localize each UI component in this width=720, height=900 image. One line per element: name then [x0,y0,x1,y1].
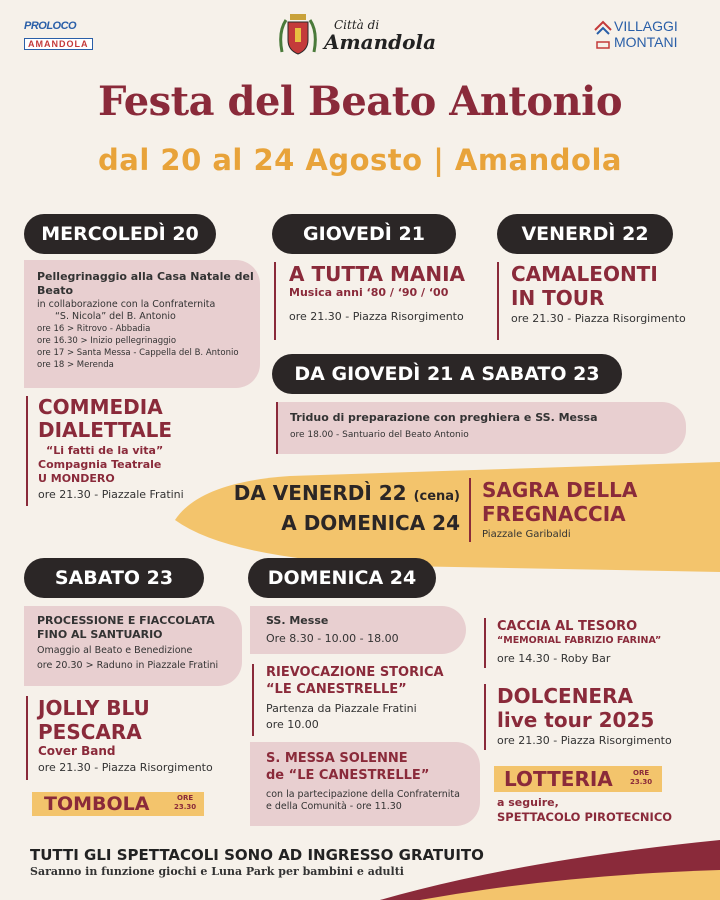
pilgrimage-collab-1: in collaborazione con la Confraternita [37,299,216,310]
pilgrimage-collab-2: “S. Nicola” del B. Antonio [55,311,176,322]
friday-title-2: IN TOUR [511,286,605,310]
treasure-block [497,618,712,666]
proloco-logo-top: PROLOCO [24,20,77,32]
pilgrimage-step-4: ore 18 > Merenda [37,360,114,370]
friday-event [511,262,711,326]
procession-title-2: FINO AL SANTUARIO [37,628,163,641]
dolcenera-title-2: live tour 2025 [497,708,655,732]
city-crest-icon [278,12,318,58]
procession-homage: Omaggio al Beato e Benedizione [37,645,193,656]
fireworks-title: SPETTACOLO PIROTECNICO [497,810,673,824]
day-pill-saturday: SABATO 23 [24,558,204,598]
rievocazione-title-1: RIEVOCAZIONE STORICA [266,665,444,680]
divider-line [26,696,28,780]
rievocazione-block [266,664,486,732]
tombola-time: 23.30 [174,803,197,811]
triduo-time: ore 18.00 - Santuario del Beato Antonio [290,430,469,440]
jolly-title-2: PESCARA [38,720,142,744]
rievocazione-departure: Partenza da Piazzale Fratini [266,702,417,715]
sagra-block [482,478,712,542]
procession-content [37,614,242,672]
page-title: Festa del Beato Antonio [97,78,623,125]
thursday-event [289,262,489,324]
masses-content [266,614,466,646]
montani-text: MONTANI [614,34,678,50]
comedy-sub-1: “Li fatti de la vita” [46,444,164,457]
sagra-dates [180,480,460,536]
solemn-content [266,750,480,813]
day-pill-thursday-saturday: DA GIOVEDÌ 21 A SABATO 23 [272,354,622,394]
lottery-time-label [630,769,652,787]
dolcenera-block [497,684,712,748]
dolcenera-title-1: DOLCENERA [497,684,633,708]
comedy-title-1: COMMEDIA [38,395,163,419]
divider-line [484,618,486,668]
proloco-logo-bottom: AMANDOLA [24,38,93,50]
tombola-ore: ORE [177,794,194,802]
tombola-time-label [174,794,196,812]
divider-line [497,262,499,340]
city-logo [278,12,437,60]
lottery-banner [494,766,662,792]
day-pill-friday: VENERDÌ 22 [497,214,673,254]
jolly-block [38,696,243,775]
lottery-title: LOTTERIA [504,767,613,791]
divider-line [274,262,276,340]
day-pill-thursday: GIOVEDÌ 21 [272,214,456,254]
solemn-desc-1: con la partecipazione della Confraternita [266,789,460,800]
comedy-title-2: DIALETTALE [38,418,173,442]
fireworks-block [497,796,712,825]
proloco-logo [24,20,104,48]
triduo-content [290,411,680,441]
thursday-sub: Musica anni ‘80 / ‘90 / ‘00 [289,286,449,299]
pilgrimage-step-2: ore 16.30 > Inizio pellegrinaggio [37,336,177,346]
treasure-title-1: CACCIA AL TESORO [497,619,638,634]
tombola-title: TOMBOLA [44,793,150,815]
tombola-banner [32,792,204,816]
thursday-time: ore 21.30 - Piazza Risorgimento [289,310,464,323]
city-name: Amandola [324,30,437,54]
sagra-range-2: A DOMENICA 24 [281,511,460,535]
house-icon [594,20,612,50]
friday-time: ore 21.30 - Piazza Risorgimento [511,312,686,325]
comedy-time: ore 21.30 - Piazzale Fratini [38,488,184,501]
rievocazione-time: ore 10.00 [266,718,319,731]
day-pill-sunday: DOMENICA 24 [248,558,436,598]
day-pill-wednesday: MERCOLEDÌ 20 [24,214,216,254]
solemn-title-1: S. MESSA SOLENNE [266,751,408,766]
divider-line [252,664,254,736]
masses-time: Ore 8.30 - 10.00 - 18.00 [266,632,399,645]
villaggi-montani-logo [594,18,704,52]
masses-title: SS. Messe [266,614,329,627]
page-subtitle: dal 20 al 24 Agosto | Amandola [98,143,622,177]
pilgrimage-step-3: ore 17 > Santa Messa - Cappella del B. Antonio [37,348,239,358]
footer-text [30,846,550,879]
pilgrimage-content [37,270,257,371]
jolly-time: ore 21.30 - Piazza Risorgimento [38,761,213,774]
thursday-title: A TUTTA MANIA [289,262,465,286]
sagra-range-1: DA VENERDÌ 22 [233,481,407,505]
jolly-sub: Cover Band [38,744,116,758]
divider-line [484,684,486,750]
rievocazione-title-2: “LE CANESTRELLE” [266,682,407,697]
pilgrimage-step-1: ore 16 > Ritrovo - Abbadia [37,324,151,334]
treasure-time: ore 14.30 - Roby Bar [497,652,611,665]
sagra-range-note: (cena) [413,489,460,504]
solemn-desc-2: e della Comunità - ore 11.30 [266,801,402,812]
procession-title-1: PROCESSIONE E FIACCOLATA [37,614,215,627]
comedy-sub-2: Compagnia Teatrale [38,458,162,471]
jolly-title-1: JOLLY BLU [38,696,150,720]
lottery-ore: ORE [633,769,650,777]
villaggi-text: VILLAGGI [614,18,678,34]
procession-gather: ore 20.30 > Raduno in Piazzale Fratini [37,660,219,671]
solemn-title-2: de “LE CANESTRELLE” [266,768,430,783]
friday-title-1: CAMALEONTI [511,262,658,286]
divider-line [276,402,278,454]
divider-line [469,478,471,542]
lottery-time: 23.30 [630,778,653,786]
footer-free-entry: TUTTI GLI SPETTACOLI SONO AD INGRESSO GRATUITO [30,846,484,864]
comedy-sub-3: U MONDERO [38,472,115,485]
dolcenera-time: ore 21.30 - Piazza Risorgimento [497,734,672,747]
treasure-title-2: “MEMORIAL FABRIZIO FARINA” [497,635,662,646]
footer-games: Saranno in funzione giochi e Luna Park per bambini e adulti [30,865,404,878]
triduo-title: Triduo di preparazione con preghiera e SS. Messa [290,411,598,424]
fireworks-follow: a seguire, [497,796,559,809]
pilgrimage-title: Pellegrinaggio alla Casa Natale del Beato [37,270,254,297]
city-prefix: Città di [334,18,380,32]
sagra-title-1: SAGRA DELLA [482,478,638,502]
sagra-place: Piazzale Garibaldi [482,529,571,540]
sagra-title-2: FREGNACCIA [482,502,626,526]
